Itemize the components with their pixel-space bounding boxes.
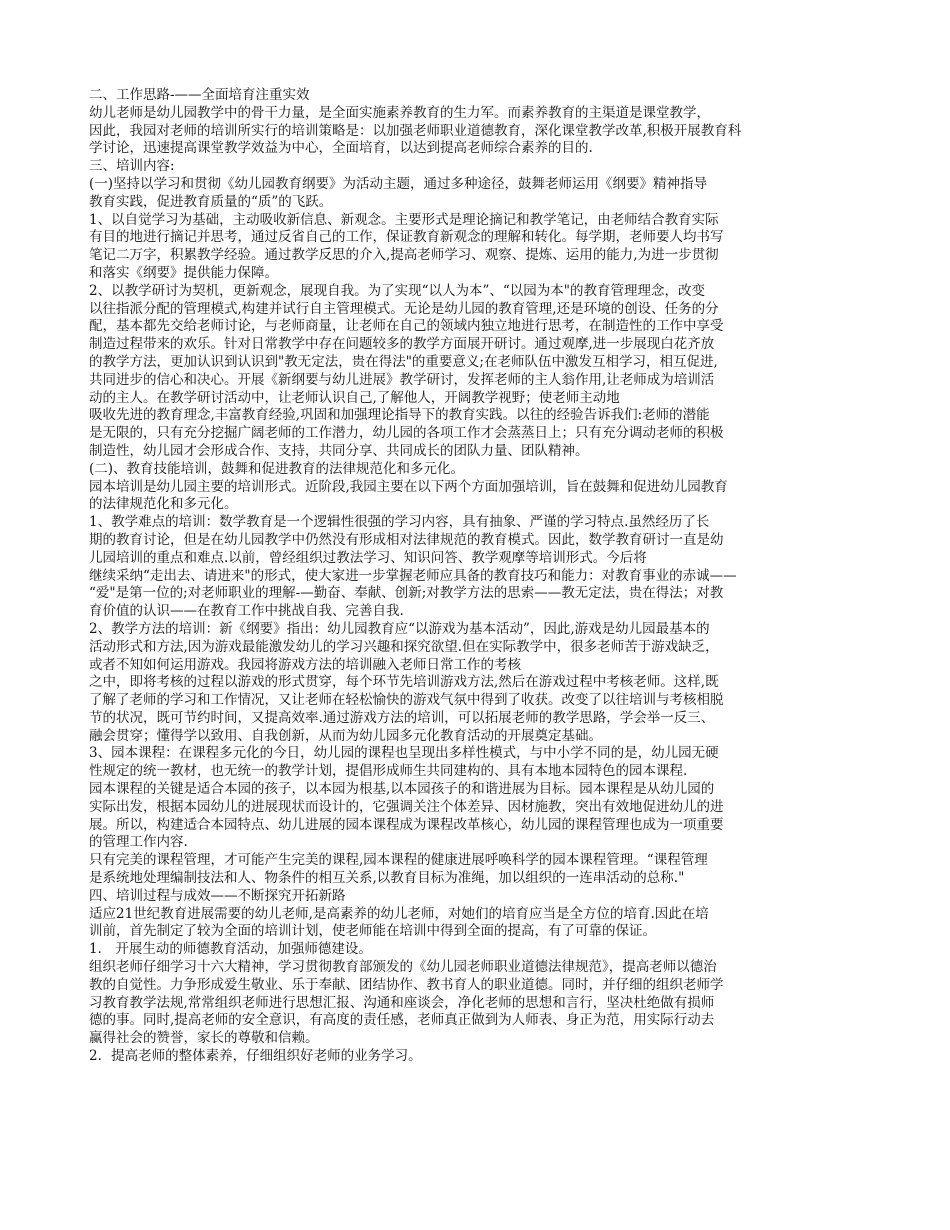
text-line: 1、以自觉学习为基础，主动吸收新信息、新观念。主要形式是理论摘记和教学笔记，由老师结合教育实际: [89, 211, 719, 228]
text-line: 有目的地进行摘记并思考，通过反省自己的工作，保证教育新观念的理解和转化。每学期，老师要人均书写: [89, 229, 724, 246]
text-line: 园本培训是幼儿园主要的培训形式。近阶段,我园主要在以下两个方面加强培训，旨在鼓舞和促进幼儿园教育: [89, 478, 728, 495]
text-line: 了解了老师的学习和工作情况，又让老师在轻松愉快的游戏气氛中得到了收获。改变了以往培训与考核相脱: [89, 692, 724, 709]
text-line: 适应21世纪教育进展需要的幼儿老师,是高素养的幼儿老师，对她们的培育应当是全方位的培育.因此在培: [89, 905, 709, 922]
text-line: 之中，即将考核的过程以游戏的形式贯穿，每个环节先培训游戏方法,然后在游戏过程中考核老师。这样,既: [89, 674, 719, 691]
text-line: 配，基本都先交给老师讨论，与老师商量，让老师在自己的领域内独立地进行思考，在制造性的工作中享受: [89, 318, 724, 335]
text-line: 以往指派分配的管理模式,构建并试行自主管理模式。无论是幼儿园的教育管理,还是环境的创设、任务的分: [89, 300, 719, 317]
text-line: 1． 开展生动的师德教育活动，加强师德建设。: [89, 941, 372, 958]
text-line: 四、培训过程与成效——不断探究开拓新路: [89, 887, 346, 904]
text-line: 或者不知如何运用游戏。我园将游戏方法的培训融入老师日常工作的考核: [89, 656, 521, 673]
text-line: 训前，首先制定了较为全面的培训计划，使老师能在培训中得到全面的提高，有了可靠的保证。: [89, 923, 656, 940]
text-line: 2、教学方法的培训：新《纲要》指出：幼儿园教育应“以游戏为基本活动”，因此,游戏是幼儿园最基本的: [89, 620, 710, 637]
text-line: 动的主人。在教学研讨活动中，让老师认识自己,了解他人，开阔教学视野；使老师主动地: [89, 389, 620, 406]
text-line: 教的自觉性。力争形成爱生敬业、乐于奉献、团结协作、教书育人的职业道德。同时，并仔细的组织老师学: [89, 976, 724, 993]
text-line: 继续采纳“走出去、请进来"的形式，使大家进一步掌握老师应具备的教育技巧和能力：对教育事业的赤诚——: [89, 567, 737, 584]
text-line: 育价值的认识——在教育工作中挑战自我、完善自我.: [89, 603, 404, 620]
text-line: 融会贯穿；懂得学以致用、自我创新，从而为幼儿园多元化教育活动的开展奠定基础。: [89, 727, 602, 744]
text-line: 性规定的统一教材，也无统一的教学计划，提倡形成师生共同建构的、具有本地本园特色的园本课程.: [89, 763, 688, 780]
text-line: 是系统地处理编制技法和人、物条件的相互关系,以教育目标为准绳，加以组织的一连串活动的总称.": [89, 870, 685, 887]
text-line: 3、园本课程：在课程多元化的今日，幼儿园的课程也呈现出多样性模式，与中小学不同的是，幼儿园无硬: [89, 745, 719, 762]
text-line: 的法律规范化和多元化。: [89, 496, 238, 513]
text-line: 赢得社会的赞誉，家长的尊敬和信赖。: [89, 1030, 319, 1047]
text-line: 1、教学难点的培训：数学教育是一个逻辑性很强的学习内容，具有抽象、严谨的学习特点.虽然经历了长: [89, 514, 710, 531]
text-line: 2、以教学研讨为契机，更新观念，展现自我。为了实现“以人为本”、“以园为本"的教育管理理念，改变: [89, 282, 706, 299]
text-line: 德的事。同时,提高老师的安全意识，有高度的责任感，老师真正做到为人师表、身正为范，用实际行动去: [89, 1012, 715, 1029]
text-line: 教育实践，促进教育质量的“质”的飞跃。: [89, 193, 333, 210]
text-line: 吸收先进的教育理念,丰富教育经验,巩固和加强理论指导下的教育实践。以往的经验告诉我们:老师的潜能: [89, 407, 710, 424]
text-line: 共同进步的信心和决心。开展《新纲要与幼儿进展》教学研讨，发挥老师的主人翁作用,让老师成为培训活: [89, 371, 715, 388]
text-line: 制造过程带来的欢乐。针对日常教学中存在问题较多的教学方面展开研讨。通过观摩,进一步展现白花齐放: [89, 336, 715, 353]
document-body: [89, 87, 874, 1066]
text-line: 节的状况，既可节约时间，又提高效率.通过游戏方法的培训，可以拓展老师的教学思路，学会举一反三、: [89, 709, 715, 726]
text-line: 的教学方法，更加认识到认识到"教无定法，贵在得法"的重要意义;在老师队伍中激发互相学习，相互促进,: [89, 353, 718, 370]
text-line: 制造性，幼儿园才会形成合作、支持，共同分享、共同成长的团队力量、团队精神。: [89, 442, 589, 459]
text-line: 儿园培训的重点和难点.以前，曾经组织过教法学习、知识问答、教学观摩等培训形式。今后将: [89, 549, 647, 566]
text-line: “爱"是第一位的;对老师职业的理解-—勤奋、奉献、创新;对教学方法的思索——教无定法，贵在得法；对教: [89, 585, 724, 602]
text-line: 的管理工作内容.: [89, 834, 188, 851]
text-line: 园本课程的关键是适合本园的孩子，以本园为根基,以本园孩子的和谐进展为目标。园本课程是从幼儿园的: [89, 781, 715, 798]
text-line: 只有完美的课程管理，才可能产生完美的课程,园本课程的健康进展呼唤科学的园本课程管理。“课程管理: [89, 852, 708, 869]
text-line: 2．提高老师的整体素养，仔细组织好老师的业务学习。: [89, 1048, 422, 1065]
text-line: 学讨论，迅速提高课堂教学效益为中心，全面培育，以达到提高老师综合素养的目的.: [89, 140, 593, 157]
text-line: 幼儿老师是幼儿园教学中的骨干力量，是全面实施素养教育的生力军。而素养教育的主渠道是课堂教学，: [89, 104, 710, 121]
text-line: 因此，我园对老师的培训所实行的培训策略是：以加强老师职业道德教育，深化课堂教学改革,积极开展教育科: [89, 122, 742, 139]
text-line: 笔记二万字，积累教学经验。通过教学反思的介入,提高老师学习、观察、提炼、运用的能力,为进一步贯彻: [89, 247, 719, 264]
text-line: (二)、教育技能培训，鼓舞和促进教育的法律规范化和多元化。: [89, 460, 465, 477]
text-line: 是无限的，只有充分挖掘广阔老师的工作潜力，幼儿园的各项工作才会蒸蒸日上；只有充分调动老师的积极: [89, 425, 724, 442]
text-line: 三、培训内容:: [89, 158, 175, 175]
text-line: 展。所以，构建适合本园特点、幼儿进展的园本课程成为课程改革核心，幼儿园的课程管理也成为一项重要: [89, 816, 724, 833]
text-line: 活动形式和方法,因为游戏最能激发幼儿的学习兴趣和探究欲望.但在实际教学中，很多老师苦于游戏缺乏，: [89, 638, 719, 655]
text-line: 二、工作思路-——全面培育注重实效: [89, 87, 310, 103]
text-line: 组织老师仔细学习十六大精神，学习贯彻教育部颁发的《幼儿园老师职业道德法律规范》，提高老师以德治: [89, 959, 717, 976]
text-line: 和落实《纲要》提供能力保障。: [89, 264, 278, 281]
text-line: 实际出发，根据本园幼儿的进展现状而设计的，它强调关注个体差异、因材施教，突出有效地促进幼儿的进: [89, 798, 724, 815]
text-line: (一)坚持以学习和贯彻《幼儿园教育纲要》为活动主题，通过多种途径，鼓舞老师运用《纲要》精神指导: [89, 175, 708, 192]
text-line: 习教育教学法规,常常组织老师进行思想汇报、沟通和座谈会，净化老师的思想和言行，坚决杜绝做有损师: [89, 994, 715, 1011]
text-line: 期的教育讨论，但是在幼儿园教学中仍然没有形成相对法律规范的教育模式。因此，数学教育研讨一直是幼: [89, 531, 724, 548]
